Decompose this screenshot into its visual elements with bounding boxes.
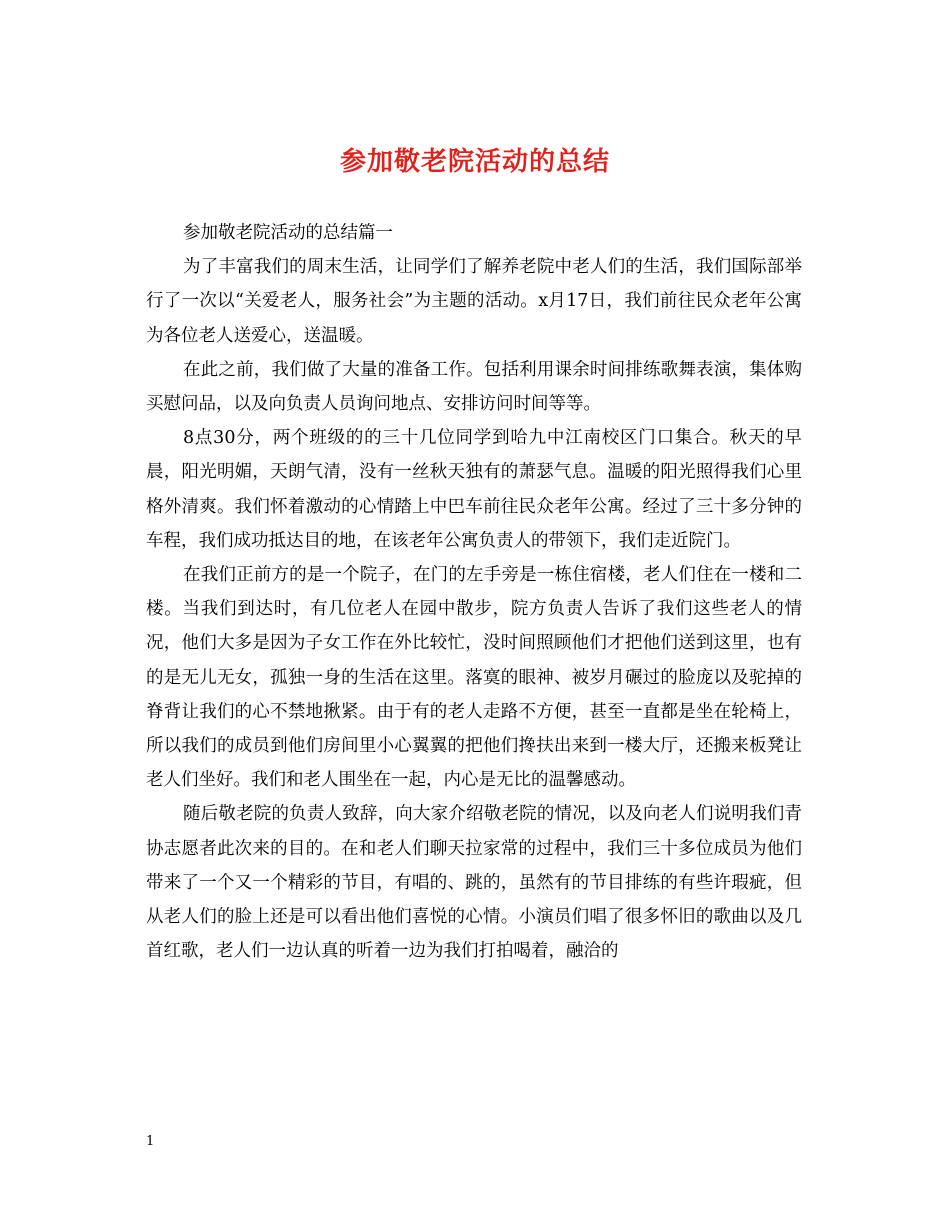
paragraph: 在我们正前方的是一个院子，在门的左手旁是一栋住宿楼，老人们住在一楼和二楼。当我们到达时，有几位老人在园中散步，院方负责人告诉了我们这些老人的情况，他们大多是因为子女工作在外比较忙，没时间照顾他们才把他们送到这里，也有的是无儿无女，孤独一身的生活在这里。落寞的眼神、被岁月碾过的脸庞以及驼掉的脊背让我们的心不禁地揪紧。由于有的老人走路不方便，甚至一直都是坐在轮椅上，所以我们的成员到他们房间里小心翼翼的把他们搀扶出来到一楼大厅，还搬来板凳让老人们坐好。我们和老人围坐在一起，内心是无比的温馨感动。 <box>146 565 802 791</box>
paragraph: 随后敬老院的负责人致辞，向大家介绍敬老院的情况，以及向老人们说明我们青协志愿者此次来的目的。在和老人们聊天拉家常的过程中，我们三十多位成员为他们带来了一个又一个精彩的节目，有唱的、跳的，虽然有的节目排练的有些许瑕疵，但从老人们的脸上还是可以看出他们喜悦的心情。小演员们唱了很多怀旧的歌曲以及几首红歌，老人们一边认真的听着一边为我们打拍喝着，融洽的 <box>146 804 802 962</box>
document-body <box>146 216 802 968</box>
paragraph: 在此之前，我们做了大量的准备工作。包括利用课余时间排练歌舞表演，集体购买慰问品，以及向负责人员询问地点、安排访问时间等等。 <box>146 359 802 415</box>
section-heading: 参加敬老院活动的总结篇一 <box>183 223 393 243</box>
page-number: 1 <box>146 1134 155 1149</box>
paragraph: 8点30分，两个班级的的三十几位同学到哈九中江南校区门口集合。秋天的早晨，阳光明媚，天朗气清，没有一丝秋天独有的萧瑟气息。温暖的阳光照得我们心里格外清爽。我们怀着激动的心情踏上中巴车前往民众老年公寓。经过了三十多分钟的车程，我们成功抵达目的地，在该老年公寓负责人的带领下，我们走近院门。 <box>146 428 802 551</box>
document-title: 参加敬老院活动的总结 <box>339 147 610 177</box>
paragraph: 为了丰富我们的周末生活，让同学们了解养老院中老人们的生活，我们国际部举行了一次以“关爱老人，服务社会”为主题的活动。x月17日，我们前往民众老年公寓为各位老人送爱心，送温暖。 <box>146 257 802 346</box>
